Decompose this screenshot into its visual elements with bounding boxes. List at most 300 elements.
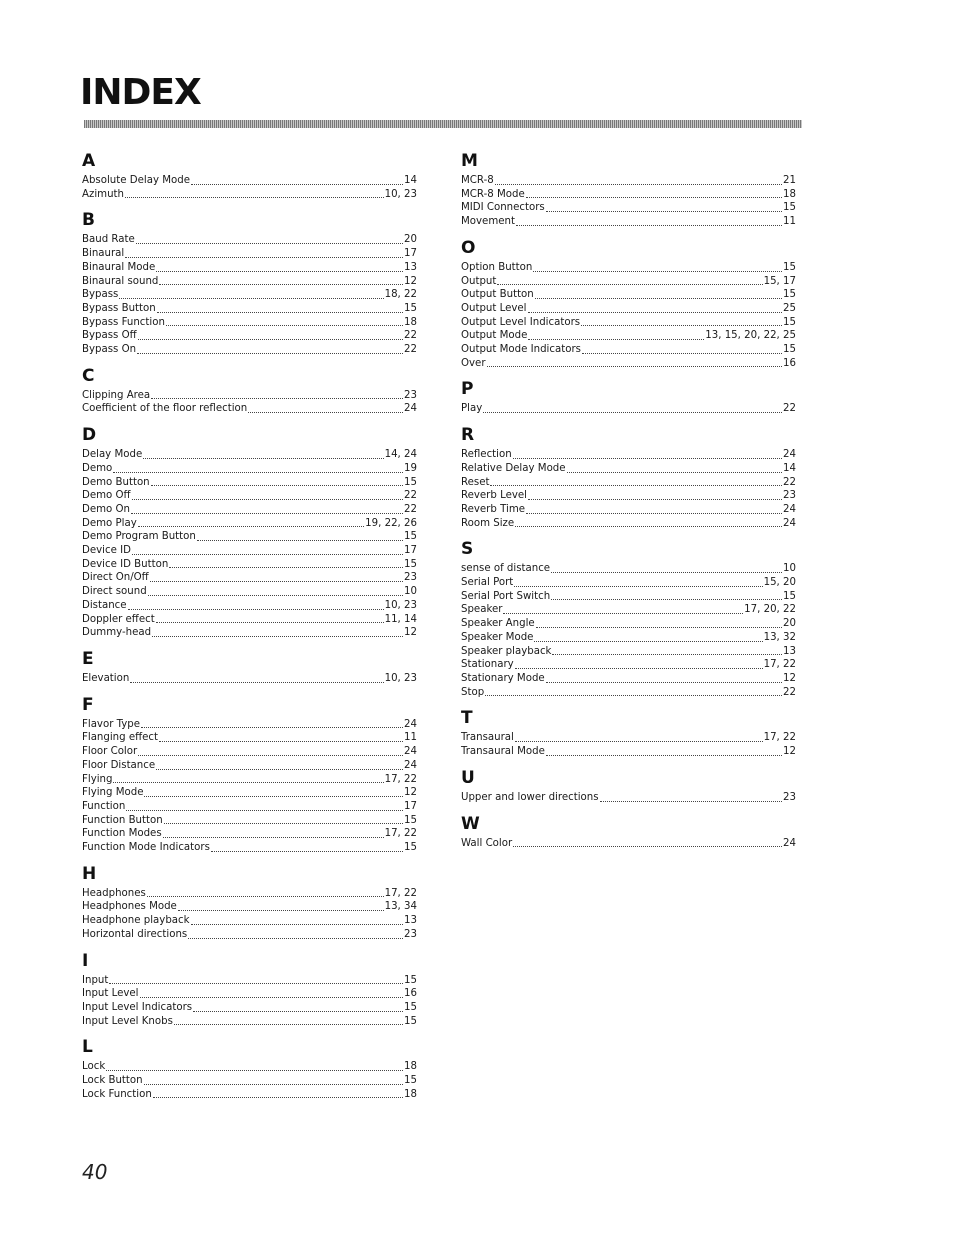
- index-term: Direct On/Off: [82, 572, 149, 584]
- index-pages: 17, 22: [384, 773, 417, 785]
- index-pages: 24: [404, 718, 417, 730]
- index-entry: [461, 658, 796, 672]
- index-pages: 15, 20: [763, 577, 796, 589]
- index-section-t: [461, 707, 796, 758]
- section-letter: A: [82, 151, 96, 171]
- dot-leader: [138, 754, 403, 756]
- dot-leader: [533, 270, 782, 272]
- index-entry: [82, 462, 417, 476]
- dot-leader: [159, 740, 403, 742]
- index-term: Bypass Button: [82, 302, 156, 314]
- index-term: Relative Delay Mode: [461, 462, 566, 474]
- index-entry: [461, 517, 796, 531]
- section-letter: P: [461, 379, 474, 400]
- dot-leader: [191, 183, 403, 185]
- index-entry: [82, 302, 417, 316]
- dot-leader: [552, 653, 782, 655]
- dot-leader: [174, 1023, 403, 1025]
- index-pages: 10: [783, 563, 796, 575]
- index-term: Flying: [82, 773, 113, 785]
- index-entry: [461, 603, 796, 617]
- index-pages: 20: [783, 618, 796, 630]
- index-entry: [82, 329, 417, 343]
- index-entry: [461, 837, 796, 851]
- index-section-i: [82, 950, 417, 1029]
- dot-leader: [546, 681, 782, 683]
- index-section-s: [461, 538, 796, 699]
- index-term: Output Mode: [461, 330, 528, 342]
- index-term: Dummy-head: [82, 627, 152, 639]
- dot-leader: [515, 740, 763, 742]
- dot-leader: [148, 594, 403, 596]
- index-pages: 15: [783, 261, 796, 273]
- index-term: Input Level: [82, 988, 139, 1000]
- index-pages: 18: [404, 316, 417, 328]
- index-term: Reset: [461, 476, 490, 488]
- index-term: Baud Rate: [82, 234, 135, 246]
- index-pages: 24: [404, 759, 417, 771]
- index-entry: [461, 745, 796, 759]
- dot-leader: [546, 210, 782, 212]
- index-entry: [461, 357, 796, 371]
- section-letter: W: [461, 813, 480, 834]
- index-pages: 14: [783, 462, 796, 474]
- dot-leader: [159, 283, 403, 285]
- index-term: Input: [82, 974, 109, 986]
- index-section-l: [82, 1036, 417, 1101]
- index-term: Demo Off: [82, 490, 131, 502]
- section-letter: R: [461, 425, 475, 446]
- dot-leader: [191, 923, 403, 925]
- index-term: Serial Port Switch: [461, 590, 551, 602]
- index-pages: 15: [404, 476, 417, 488]
- section-letter: S: [461, 539, 474, 560]
- dot-leader: [125, 256, 403, 258]
- index-term: Speaker Angle: [461, 618, 535, 630]
- index-term: Delay Mode: [82, 449, 143, 461]
- index-pages: 17, 20, 22: [744, 604, 796, 616]
- index-entry: [82, 887, 417, 901]
- index-pages: 22: [783, 403, 796, 415]
- dot-leader: [151, 397, 403, 399]
- dot-leader: [109, 982, 403, 984]
- dot-leader: [528, 498, 782, 500]
- index-entry: [461, 476, 796, 490]
- title-rule: [84, 120, 802, 128]
- index-term: Input Level Indicators: [82, 1001, 193, 1013]
- index-entry: [82, 718, 417, 732]
- index-section-c: [82, 365, 417, 416]
- index-entry: [461, 343, 796, 357]
- index-term: Stationary Mode: [461, 672, 545, 684]
- index-term: Movement: [461, 216, 515, 228]
- index-term: Option Button: [461, 261, 533, 273]
- section-letter: F: [82, 694, 94, 715]
- index-entry: [82, 517, 417, 531]
- index-pages: 17: [404, 248, 417, 260]
- index-pages: 11: [404, 732, 417, 744]
- index-pages: 13: [404, 915, 417, 927]
- index-pages: 22: [404, 344, 417, 356]
- dot-leader: [483, 411, 782, 413]
- dot-leader: [144, 795, 403, 797]
- index-entry: [82, 1060, 417, 1074]
- index-term: MCR-8: [461, 175, 494, 186]
- index-term: Absolute Delay Mode: [82, 175, 190, 186]
- index-entry: [461, 275, 796, 289]
- dot-leader: [535, 297, 782, 299]
- index-term: Direct sound: [82, 586, 147, 598]
- index-entry: [82, 402, 417, 416]
- index-section-d: [82, 424, 417, 640]
- index-term: Headphones Mode: [82, 901, 177, 913]
- index-column-left: [82, 150, 417, 1109]
- index-entry: [461, 731, 796, 745]
- index-entry: [82, 503, 417, 517]
- index-term: Lock: [82, 1061, 106, 1073]
- index-pages: 16: [783, 357, 796, 369]
- dot-leader: [536, 626, 782, 628]
- index-entry: [461, 215, 796, 229]
- index-entry: [82, 928, 417, 942]
- index-entry: [82, 188, 417, 202]
- index-term: Azimuth: [82, 188, 124, 200]
- dot-leader: [144, 1083, 403, 1085]
- dot-leader: [152, 635, 403, 637]
- index-term: Speaker Mode: [461, 631, 534, 643]
- index-term: Binaural: [82, 248, 125, 260]
- index-entry: [82, 914, 417, 928]
- dot-leader: [551, 598, 782, 600]
- index-entry: [82, 900, 417, 914]
- index-pages: 10, 23: [384, 599, 417, 611]
- index-term: Room Size: [461, 517, 515, 529]
- dot-leader: [163, 836, 384, 838]
- index-pages: 23: [404, 572, 417, 584]
- dot-leader: [582, 352, 782, 354]
- dot-leader: [147, 895, 384, 897]
- dot-leader: [534, 640, 762, 642]
- index-pages: 17, 22: [384, 828, 417, 840]
- index-pages: 19: [404, 462, 417, 474]
- index-term: Transaural: [461, 732, 514, 744]
- index-term: Device ID: [82, 545, 131, 557]
- index-entry: [82, 786, 417, 800]
- index-pages: 23: [783, 791, 796, 803]
- index-pages: 17, 22: [763, 659, 796, 671]
- dot-leader: [178, 909, 384, 911]
- index-term: Function: [82, 800, 126, 812]
- index-entry: [461, 188, 796, 202]
- index-pages: 14, 24: [384, 449, 417, 461]
- index-term: Doppler effect: [82, 613, 155, 625]
- index-term: Over: [461, 357, 486, 369]
- index-pages: 11, 14: [384, 613, 417, 625]
- section-letter: I: [82, 950, 89, 971]
- dot-leader: [140, 996, 404, 998]
- section-letter: U: [461, 767, 475, 788]
- dot-leader: [497, 283, 762, 285]
- index-entry: [461, 617, 796, 631]
- index-term: Output Mode Indicators: [461, 344, 581, 356]
- dot-leader: [193, 1010, 403, 1012]
- index-pages: 13, 32: [763, 631, 796, 643]
- index-pages: 12: [404, 275, 417, 287]
- index-pages: 23: [783, 490, 796, 502]
- index-term: Headphones: [82, 887, 146, 899]
- index-term: Reflection: [461, 449, 512, 461]
- index-pages: 10, 23: [384, 672, 417, 684]
- index-term: Serial Port: [461, 577, 514, 589]
- index-term: Wall Color: [461, 837, 513, 849]
- dot-leader: [485, 694, 782, 696]
- dot-leader: [143, 457, 383, 459]
- index-pages: 24: [404, 403, 417, 415]
- index-entry: [461, 329, 796, 343]
- index-pages: 15: [404, 558, 417, 570]
- dot-leader: [515, 667, 763, 669]
- index-entry: [461, 791, 796, 805]
- index-pages: 15: [404, 1001, 417, 1013]
- index-term: Floor Color: [82, 746, 138, 758]
- dot-leader: [150, 580, 403, 582]
- index-term: Coefficient of the floor reflection: [82, 403, 248, 415]
- index-entry: [461, 448, 796, 462]
- index-pages: 22: [404, 330, 417, 342]
- index-pages: 22: [783, 686, 796, 698]
- dot-leader: [503, 612, 743, 614]
- index-section-o: [461, 237, 796, 371]
- index-entry: [82, 672, 417, 686]
- index-term: Flanging effect: [82, 732, 158, 744]
- index-entry: [82, 389, 417, 403]
- dot-leader: [197, 539, 403, 541]
- dot-leader: [513, 457, 782, 459]
- index-entry: [82, 841, 417, 855]
- index-entry: [461, 503, 796, 517]
- index-pages: 17, 22: [763, 732, 796, 744]
- dot-leader: [528, 311, 783, 313]
- index-pages: 10: [404, 586, 417, 598]
- dot-leader: [156, 270, 403, 272]
- index-entry: [82, 174, 417, 188]
- index-entry: [461, 631, 796, 645]
- dot-leader: [131, 512, 403, 514]
- index-entry: [82, 571, 417, 585]
- index-pages: 15: [404, 531, 417, 543]
- index-pages: 15: [404, 842, 417, 854]
- index-pages: 17, 22: [384, 887, 417, 899]
- index-section-p: [461, 378, 796, 416]
- index-section-b: [82, 209, 417, 356]
- index-pages: 22: [404, 490, 417, 502]
- index-term: Transaural Mode: [461, 746, 545, 758]
- index-entry: [82, 544, 417, 558]
- index-entry: [82, 626, 417, 640]
- index-entry: [82, 974, 417, 988]
- dot-leader: [156, 768, 403, 770]
- index-term: sense of distance: [461, 563, 551, 575]
- page-title: INDEX: [80, 72, 201, 113]
- index-term: Bypass Off: [82, 330, 137, 342]
- page-number: 40: [82, 1160, 108, 1184]
- index-term: Binaural Mode: [82, 261, 156, 273]
- index-entry: [82, 261, 417, 275]
- dot-leader: [119, 297, 383, 299]
- index-pages: 21: [783, 175, 796, 186]
- index-entry: [461, 174, 796, 188]
- index-pages: 15: [783, 344, 796, 356]
- index-term: Function Button: [82, 814, 163, 826]
- index-entry: [82, 247, 417, 261]
- index-entry: [461, 645, 796, 659]
- index-term: Headphone playback: [82, 915, 190, 927]
- index-pages: 22: [783, 476, 796, 488]
- index-term: Bypass On: [82, 344, 137, 356]
- index-pages: 22: [404, 503, 417, 515]
- index-entry: [82, 316, 417, 330]
- dot-leader: [138, 525, 364, 527]
- index-entry: [82, 1001, 417, 1015]
- index-pages: 12: [404, 787, 417, 799]
- dot-leader: [515, 525, 782, 527]
- index-pages: 24: [783, 449, 796, 461]
- dot-leader: [169, 566, 403, 568]
- index-term: Binaural sound: [82, 275, 159, 287]
- index-entry: [82, 558, 417, 572]
- dot-leader: [157, 311, 403, 313]
- index-pages: 18: [783, 188, 796, 200]
- index-pages: 15: [404, 974, 417, 986]
- index-pages: 23: [404, 389, 417, 401]
- index-term: Bypass Function: [82, 316, 165, 328]
- index-pages: 13, 15, 20, 22, 25: [705, 330, 796, 342]
- index-entry: [82, 731, 417, 745]
- index-entry: [82, 448, 417, 462]
- index-term: Function Modes: [82, 828, 162, 840]
- index-pages: 15: [783, 289, 796, 301]
- dot-leader: [130, 681, 383, 683]
- section-letter: B: [82, 210, 95, 231]
- index-term: Lock Function: [82, 1088, 152, 1100]
- index-term: Elevation: [82, 672, 130, 684]
- index-entry: [461, 402, 796, 416]
- index-term: Demo Play: [82, 517, 137, 529]
- section-letter: D: [82, 425, 97, 446]
- index-term: Reverb Time: [461, 503, 526, 515]
- index-entry: [82, 233, 417, 247]
- index-entry: [82, 476, 417, 490]
- index-entry: [82, 489, 417, 503]
- index-section-r: [461, 424, 796, 530]
- index-entry: [82, 275, 417, 289]
- index-pages: 10, 23: [384, 188, 417, 200]
- index-pages: 15: [404, 814, 417, 826]
- index-pages: 13: [404, 261, 417, 273]
- index-entry: [82, 530, 417, 544]
- index-section-e: [82, 648, 417, 686]
- section-letter: T: [461, 708, 473, 729]
- index-term: Reverb Level: [461, 490, 527, 502]
- index-entry: [82, 613, 417, 627]
- index-term: Floor Distance: [82, 759, 156, 771]
- index-pages: 13, 34: [384, 901, 417, 913]
- index-entry: [82, 343, 417, 357]
- dot-leader: [567, 471, 783, 473]
- index-term: MCR-8 Mode: [461, 188, 525, 200]
- dot-leader: [151, 484, 403, 486]
- dot-leader: [600, 800, 783, 802]
- index-entry: [461, 302, 796, 316]
- index-entry: [461, 672, 796, 686]
- dot-leader: [581, 324, 782, 326]
- dot-leader: [141, 726, 403, 728]
- dot-leader: [132, 498, 403, 500]
- index-entry: [461, 462, 796, 476]
- dot-leader: [125, 196, 384, 198]
- index-pages: 15: [404, 302, 417, 314]
- dot-leader: [153, 1096, 403, 1098]
- index-term: Function Mode Indicators: [82, 842, 210, 854]
- dot-leader: [164, 822, 403, 824]
- dot-leader: [128, 608, 384, 610]
- dot-leader: [526, 512, 782, 514]
- index-entry: [82, 288, 417, 302]
- index-section-m: [461, 150, 796, 229]
- index-pages: 15: [404, 1015, 417, 1027]
- index-entry: [461, 686, 796, 700]
- index-term: Distance: [82, 599, 127, 611]
- index-section-h: [82, 863, 417, 942]
- index-entry: [82, 773, 417, 787]
- dot-leader: [551, 571, 782, 573]
- index-term: Stationary: [461, 659, 514, 671]
- index-entry: [461, 562, 796, 576]
- section-letter: L: [82, 1037, 93, 1058]
- index-entry: [461, 288, 796, 302]
- index-pages: 12: [404, 627, 417, 639]
- index-pages: 18: [404, 1061, 417, 1073]
- dot-leader: [516, 224, 782, 226]
- section-letter: E: [82, 648, 94, 669]
- index-term: Speaker playback: [461, 645, 552, 657]
- index-entry: [82, 585, 417, 599]
- index-section-f: [82, 694, 417, 855]
- index-pages: 18, 22: [384, 289, 417, 301]
- index-pages: 15: [783, 590, 796, 602]
- index-pages: 25: [783, 302, 796, 314]
- dot-leader: [528, 338, 704, 340]
- dot-leader: [526, 196, 782, 198]
- index-pages: 15, 17: [763, 275, 796, 287]
- index-entry: [461, 590, 796, 604]
- index-term: Output Level: [461, 302, 527, 314]
- index-pages: 19, 22, 26: [365, 517, 417, 529]
- index-entry: [82, 814, 417, 828]
- index-term: Play: [461, 403, 483, 415]
- index-pages: 24: [783, 837, 796, 849]
- index-entry: [461, 576, 796, 590]
- index-pages: 24: [404, 746, 417, 758]
- section-letter: O: [461, 237, 476, 258]
- dot-leader: [156, 621, 384, 623]
- index-pages: 14: [404, 175, 417, 186]
- index-entry: [461, 489, 796, 503]
- dot-leader: [166, 324, 403, 326]
- index-term: Flavor Type: [82, 718, 141, 730]
- index-section-u: [461, 767, 796, 805]
- index-term: Demo On: [82, 503, 130, 515]
